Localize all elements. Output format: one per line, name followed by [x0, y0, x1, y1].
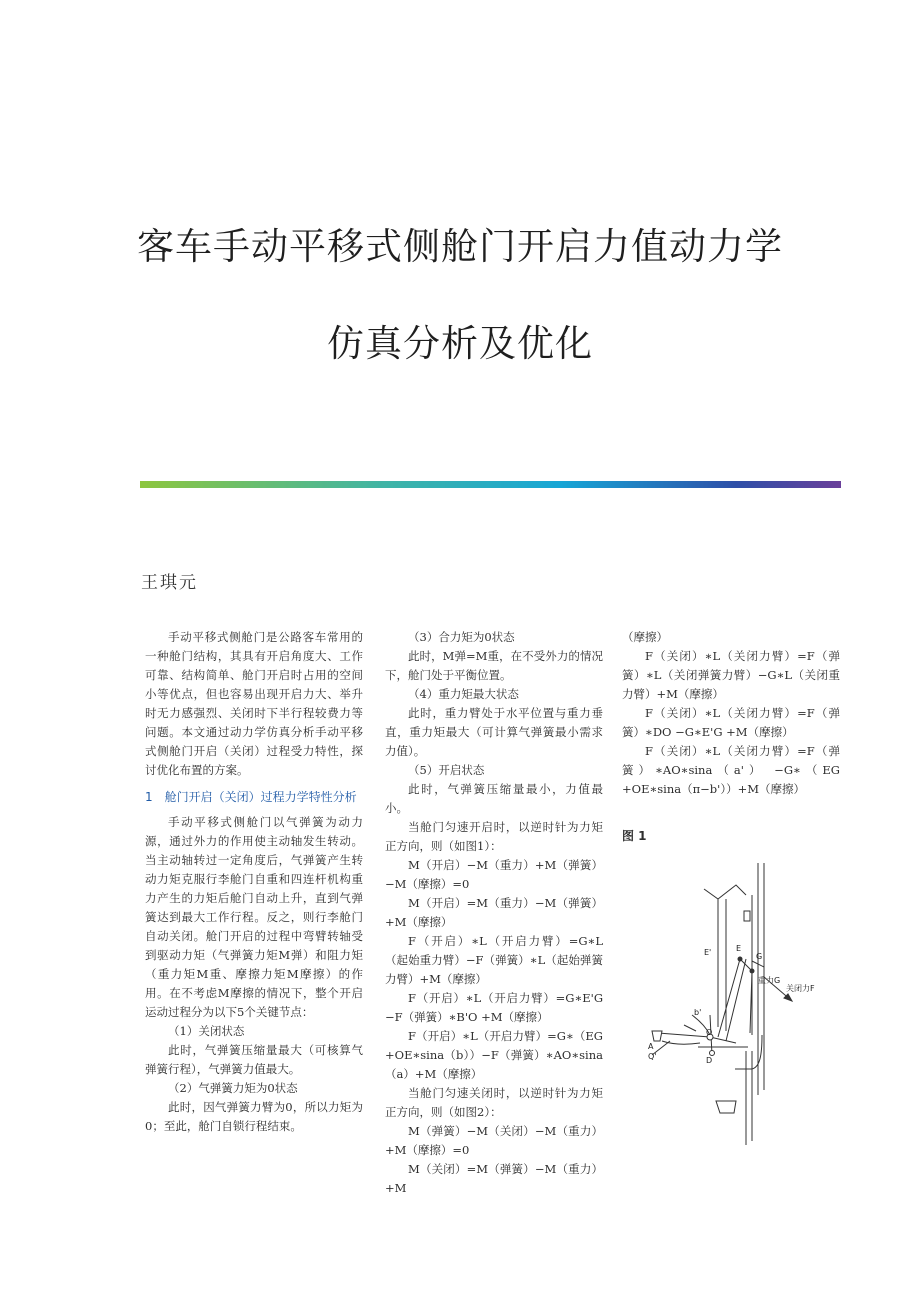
- equation: M（弹簧）−M（关闭）−M（重力）+M（摩擦）=0: [385, 1124, 603, 1157]
- bottom-bracket: [716, 1101, 736, 1113]
- figure-1-label: 图 1: [622, 829, 647, 843]
- equation: F（开启）∗L（开启力臂）=G∗（EG +OE∗sina（b））−F（弹簧）∗AO∗sina（a）+M（摩擦）: [385, 1029, 603, 1081]
- equation: M（开启）=M（重力）−M（弹簧）+M（摩擦）: [385, 896, 603, 929]
- state-3-title: （3）合力矩为0状态: [408, 630, 515, 644]
- label-D: D: [706, 1056, 713, 1065]
- state-5-text: 此时，气弹簧压缩量最小，力值最小。: [385, 782, 603, 815]
- body-paragraph: 手动平移式侧舱门以气弹簧为动力源，通过外力的作用使主动轴发生转动。当主动轴转过一定角度后，气弹簧产生转动力矩克服行李舱门自重和四连杆机构重力产生的力矩后舱门自动上升，直到气弹簧达到最大工作行程。反之，则行李舱门自动关闭。舱门开启的过程中弯臂转轴受到驱动力矩（气弹簧力矩M弹）和阻力矩（重力矩M重、摩擦力矩M摩擦）的作用。在不考虑M摩擦的情况下，整个开启运动过程分为以下5个关键节点：: [145, 815, 363, 1019]
- closing-intro: 当舱门匀速关闭时，以逆时针为力矩正方向，则（如图2）：: [385, 1086, 603, 1119]
- label-gravity: 重力G: [758, 976, 781, 985]
- label-O: O: [706, 1028, 713, 1037]
- state-2-text: 此时，因气弹簧力臂为0，所以力矩为0；至此，舱门自锁行程结束。: [145, 1100, 363, 1133]
- abstract-paragraph: 手动平移式侧舱门是公路客车常用的一种舱门结构，其具有开启角度大、工作可靠、结构简单、舱门开启时占用的空间小等优点，但也容易出现开启力大、举升时无力感强烈、关闭时下半行程较费力等问题。本文通过动力学仿真分析手动平移式侧舱门开启（关闭）过程受力特性，探讨优化布置的方案。: [145, 630, 363, 777]
- label-Q-prime: Q': [648, 1052, 657, 1061]
- column-3: [622, 628, 840, 846]
- lower-panel-lines: [746, 1051, 752, 1145]
- equation: F（关闭）∗L（关闭力臂）=F（弹簧）∗L（关闭弹簧力臂）−G∗L（关闭重力臂）+M（摩擦）: [622, 649, 840, 701]
- state-1-text: 此时，气弹簧压缩量最大（可核算气弹簧行程），气弹簧力值最大。: [145, 1043, 363, 1076]
- column-2: [385, 628, 603, 1198]
- mechanism-drawing: [640, 855, 845, 1145]
- equation: M（开启）−M（重力）+M（弹簧）−M（摩擦）=0: [385, 858, 603, 891]
- top-bracket: [704, 885, 746, 899]
- state-2-title: （2）气弹簧力矩为0状态: [168, 1081, 298, 1095]
- lever-arm: [718, 959, 746, 1041]
- pivot-D: [710, 1051, 715, 1056]
- label-G: G: [756, 952, 763, 961]
- title-line-2: 仿真分析及优化: [327, 322, 593, 365]
- equation: F（开启）∗L（开启力臂）=G∗E'G −F（弹簧）∗B'O +M（摩擦）: [385, 991, 603, 1024]
- hinge-block: [744, 911, 750, 921]
- anchor-A: [652, 1031, 662, 1041]
- equation: M（关闭）=M（弹簧）−M（重力）+M: [385, 1162, 603, 1195]
- equation: F（关闭）∗L（关闭力臂）=F（弹簧）∗DO −G∗E'G +M（摩擦）: [622, 706, 840, 739]
- figure-1-diagram: [640, 855, 845, 1145]
- equation: F（关闭）∗L（关闭力臂）=F（弹簧）∗AO∗sina（a'） −G∗（EG +OE∗sina（π−b'））+M（摩擦）: [622, 744, 840, 796]
- label-b-prime: b': [694, 1008, 702, 1017]
- title-line-1: 客车手动平移式侧舱门开启力值动力学: [137, 225, 783, 268]
- state-4-title: （4）重力矩最大状态: [408, 687, 519, 701]
- section-1-heading: 1 舱门开启（关闭）过程力学特性分析: [145, 790, 357, 804]
- opening-intro: 当舱门匀速开启时，以逆时针为力矩正方向，则（如图1）：: [385, 820, 603, 853]
- equation: F（开启）∗L（开启力臂）=G∗L（起始重力臂）−F（弹簧）∗L（起始弹簧力臂）+M（摩擦）: [385, 934, 603, 986]
- title-divider-bar: [140, 481, 841, 488]
- label-E: E: [736, 944, 742, 953]
- label-close-force: 关闭力F: [786, 984, 815, 993]
- state-1-title: （1）关闭状态: [168, 1024, 245, 1038]
- label-A: A: [648, 1042, 654, 1051]
- label-E-prime: E': [704, 948, 712, 957]
- state-5-title: （5）开启状态: [408, 763, 485, 777]
- pivot-E: [738, 957, 743, 962]
- state-4-text: 此时，重力臂处于水平位置与重力垂直，重力矩最大（可计算气弹簧最小需求力值）。: [385, 706, 603, 758]
- equation-continuation: （摩擦）: [622, 630, 668, 644]
- author-name: 王琪元: [141, 573, 198, 593]
- column-1: [145, 628, 363, 1136]
- pivot-G: [750, 969, 755, 974]
- state-3-text: 此时，M弹=M重，在不受外力的情况下，舱门处于平衡位置。: [385, 649, 603, 682]
